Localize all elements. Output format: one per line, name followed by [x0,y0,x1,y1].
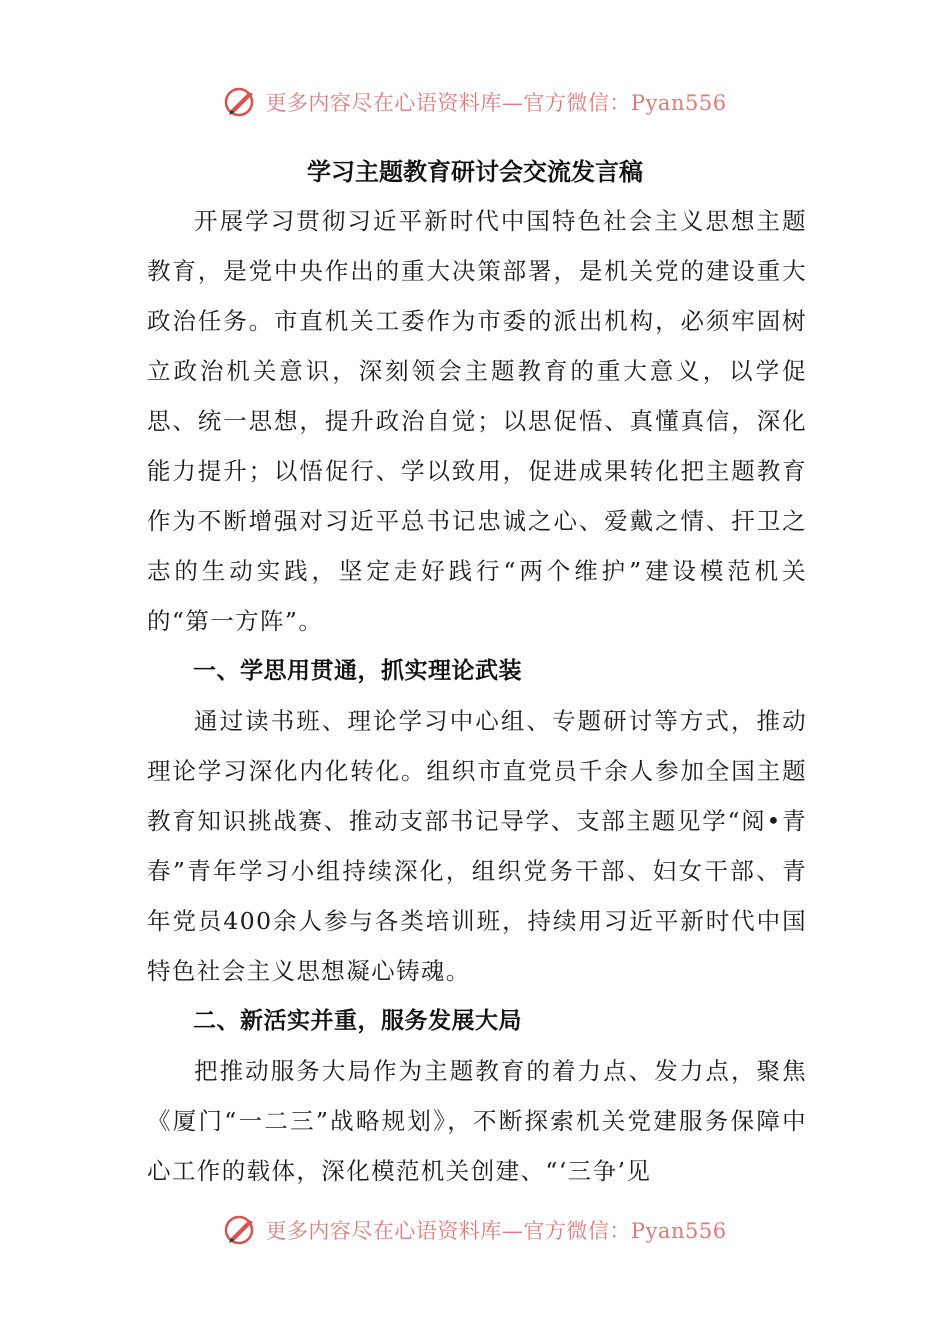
pen-circle-logo-icon [223,1212,259,1248]
header-banner [0,80,950,124]
header-banner-text: 更多内容尽在心语资料库—官方微信：Pyan556 [265,91,727,115]
section-paragraph-2: 把推动服务大局作为主题教育的着力点、发力点，聚焦《厦门“一二三”战略规划》，不断探索机关党建服务保障中心工作的载体，深化模范机关创建、“‘三争’见 [147,1057,807,1185]
footer-banner-text: 更多内容尽在心语资料库—官方微信：Pyan556 [265,1219,727,1243]
document-body [147,196,807,1196]
section-heading-1: 一、学思用贯通，抓实理论武装 [193,658,522,684]
document-title: 学习主题教育研讨会交流发言稿 [307,158,643,186]
intro-paragraph: 开展学习贯彻习近平新时代中国特色社会主义思想主题教育，是党中央作出的重大决策部署，是机关党的建设重大政治任务。市直机关工委作为市委的派出机构，必须牢固树立政治机关意识，深刻领会主题教育的重大意义，以学促思、统一思想，提升政治自觉；以思促悟、真懂真信，深化能力提升；以悟促行、学以致用，促进成果转化把主题教育作为不断增强对习近平总书记忠诚之心、爱戴之情、扞卫之志的生动实践，坚定走好践行“两个维护”建设模范机关的“第一方阵”。 [147,207,807,635]
pen-circle-logo-icon [223,84,259,120]
section-heading-2: 二、新活实并重，服务发展大局 [193,1008,522,1034]
section-paragraph-1: 通过读书班、理论学习中心组、专题研讨等方式，推动理论学习深化内化转化。组织市直党员千余人参加全国主题教育知识挑战赛、推动支部书记导学、支部主题见学“阅•青春”青年学习小组持续深化，组织党务干部、妇女干部、青年党员400余人参与各类培训班，持续用习近平新时代中国特色社会主义思想凝心铸魂。 [147,707,807,985]
footer-banner [0,1208,950,1252]
